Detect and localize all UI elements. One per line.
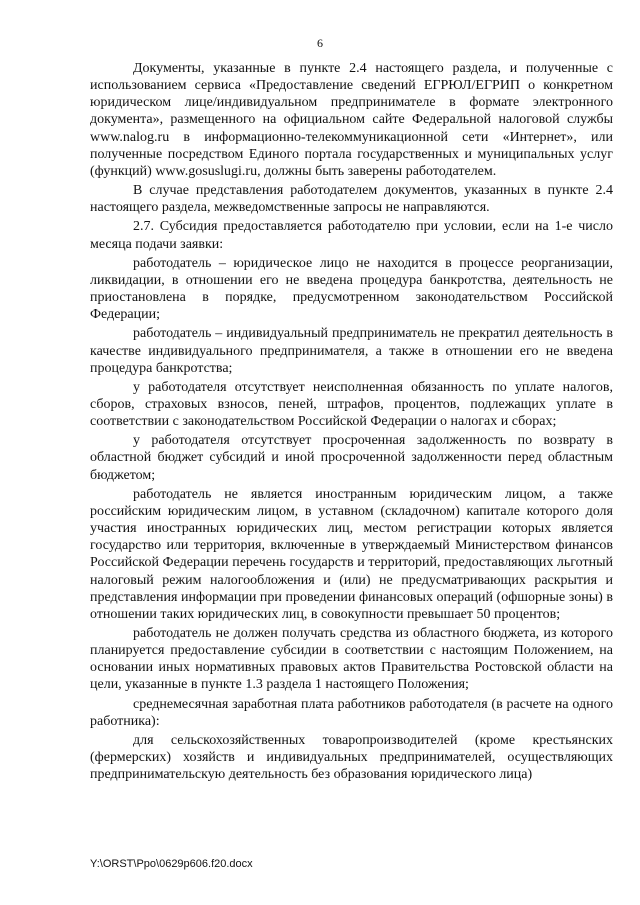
paragraph-4: работодатель – юридическое лицо не находится в процессе реорганизации, ликвидации, в отношении его не введена процедура банкротства, деятельность не приостановлена в порядке, предусмотренном законодательством Российской Федерации; xyxy=(90,255,613,323)
paragraph-3: 2.7. Субсидия предоставляется работодателю при условии, если на 1-е число месяца подачи заявки: xyxy=(90,219,613,252)
paragraph-1: Документы, указанные в пункте 2.4 настоящего раздела, и полученные с использованием сервиса «Предоставление сведений ЕГРЮЛ/ЕГРИП о конкретном юридическом лице/индивидуальном предпринимателе в формате электронного документа», размещенного на официальном сайте Федеральной налоговой службы www.nalog.ru в информационно-телекоммуникационной сети «Интернет», или полученные посредством Единого портала государственных и муниципальных услуг (функций) www.gosuslugi.ru, должны быть заверены работодателем. xyxy=(90,61,613,179)
document-body xyxy=(90,60,613,785)
paragraph-11: для сельскохозяйственных товаропроизводителей (кроме крестьянских (фермерских) хозяйств и индивидуальных предпринимателей, осуществляющих предпринимательскую деятельность без образования юридического лица) xyxy=(90,732,613,783)
paragraph-9: работодатель не должен получать средства из областного бюджета, из которого планируется предоставление субсидии в соответствии с настоящим Положением, на основании иных нормативных правовых актов Правительства Ростовской области на цели, указанные в пункте 1.3 раздела 1 настоящего Положения; xyxy=(90,626,613,693)
paragraph-2: В случае представления работодателем документов, указанных в пункте 2.4 настоящего раздела, межведомственные запросы не направляются. xyxy=(90,183,613,216)
paragraph-10: среднемесячная заработная плата работников работодателя (в расчете на одного работника): xyxy=(90,696,613,729)
paragraph-5: работодатель – индивидуальный предприниматель не прекратил деятельность в качестве индивидуального предпринимателя, а также в отношении его не введена процедура банкротства; xyxy=(90,326,613,376)
page-number: 6 xyxy=(317,36,323,50)
paragraph-6: у работодателя отсутствует неисполненная обязанность по уплате налогов, сборов, страховых взносов, пеней, штрафов, процентов, подлежащих уплате в соответствии с законодательством Российской Федерации о налогах и сборах; xyxy=(90,379,613,430)
paragraph-7: у работодателя отсутствует просроченная задолженность по возврату в областной бюджет субсидий и иной просроченной задолженности перед областным бюджетом; xyxy=(90,433,613,483)
file-path-footer: Y:\ORST\Ppo\0629p606.f20.docx xyxy=(90,858,253,870)
paragraph-8: работодатель не является иностранным юридическим лицом, а также российским юридическим лицом, в уставном (складочном) капитале которого доля участия иностранных юридических лиц, местом регистрации которых является государство или территория, включенные в утверждаемый Министерством финансов Российской Федерации перечень государств и территорий, предоставляющих льготный налоговый режим налогообложения и (или) не предусматривающих раскрытия и представления информации при проведении финансовых операций (офшорные зоны) в отношении таких юридических лиц, в совокупности превышает 50 процентов; xyxy=(90,486,613,622)
